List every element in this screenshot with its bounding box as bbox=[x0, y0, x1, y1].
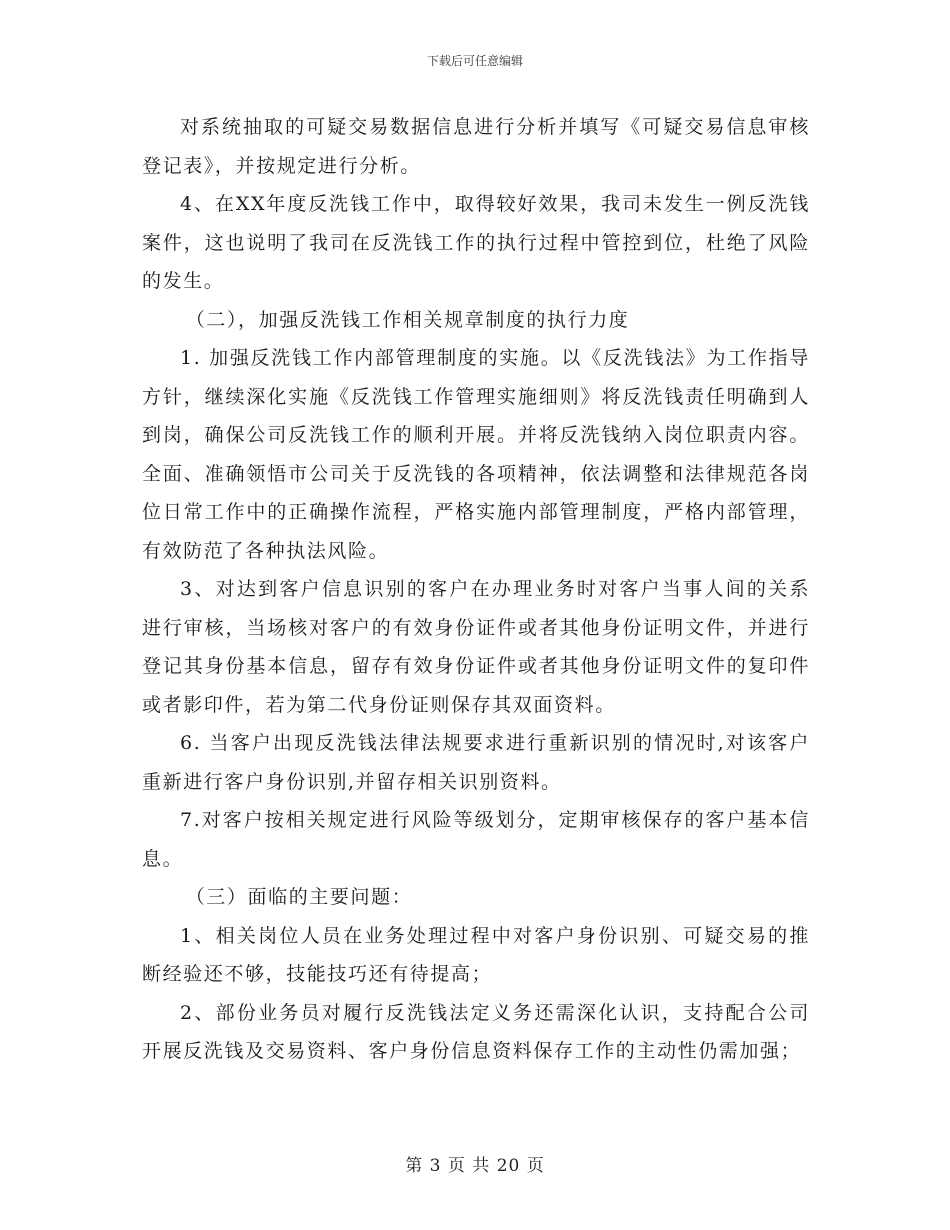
section-heading-2: （二），加强反洗钱工作相关规章制度的执行力度 bbox=[185, 308, 630, 331]
paragraph-item-3: 3、对达到客户信息识别的客户在办理业务时对客户当事人间的关系进行审核，当场核对客户的有效身份证件或者其他身份证明文件，并进行登记其身份基本信息，留存有效身份证件或者其他身份证明文件的复印件或者影印件，若为第二代身份证则保存其双面资料。 bbox=[142, 578, 810, 716]
paragraph-item-6: 6. 当客户出现反洗钱法律法规要求进行重新识别的情况时,对该客户重新进行客户身份识别,并留存相关识别资料。 bbox=[142, 732, 810, 793]
page-header: 下载后可任意编辑 bbox=[426, 54, 523, 68]
document-body bbox=[142, 108, 810, 1071]
paragraph-problem-2: 2、部份业务员对履行反洗钱法定义务还需深化认识，支持配合公司开展反洗钱及交易资料、客户身份信息资料保存工作的主动性仍需加强； bbox=[142, 1001, 810, 1062]
page-number-footer: 第 3 页 共 20 页 bbox=[405, 1156, 545, 1176]
paragraph-item-7: 7.对客户按相关规定进行风险等级划分，定期审核保存的客户基本信息。 bbox=[142, 809, 810, 870]
paragraph-item-1: 1. 加强反洗钱工作内部管理制度的实施。以《反洗钱法》为工作指导方针，继续深化实施《反洗钱工作管理实施细则》将反洗钱责任明确到人到岗，确保公司反洗钱工作的顺利开展。并将反洗钱纳入岗位职责内容。全面、准确领悟市公司关于反洗钱的各项精神，依法调整和法律规范各岗位日常工作中的正确操作流程，严格实施内部管理制度，严格内部管理，有效防范了各种执法风险。 bbox=[142, 347, 810, 562]
section-heading-3: （三）面临的主要问题： bbox=[185, 886, 413, 908]
paragraph-problem-1: 1、相关岗位人员在业务处理过程中对客户身份识别、可疑交易的推断经验还不够，技能技巧还有待提高； bbox=[142, 924, 810, 985]
paragraph-suspicious-transaction: 对系统抽取的可疑交易数据信息进行分析并填写《可疑交易信息审核登记表》，并按规定进行分析。 bbox=[142, 116, 810, 177]
paragraph-item-4: 4、在XX年度反洗钱工作中，取得较好效果，我司未发生一例反洗钱案件，这也说明了我司在反洗钱工作的执行过程中管控到位，杜绝了风险的发生。 bbox=[142, 193, 810, 292]
